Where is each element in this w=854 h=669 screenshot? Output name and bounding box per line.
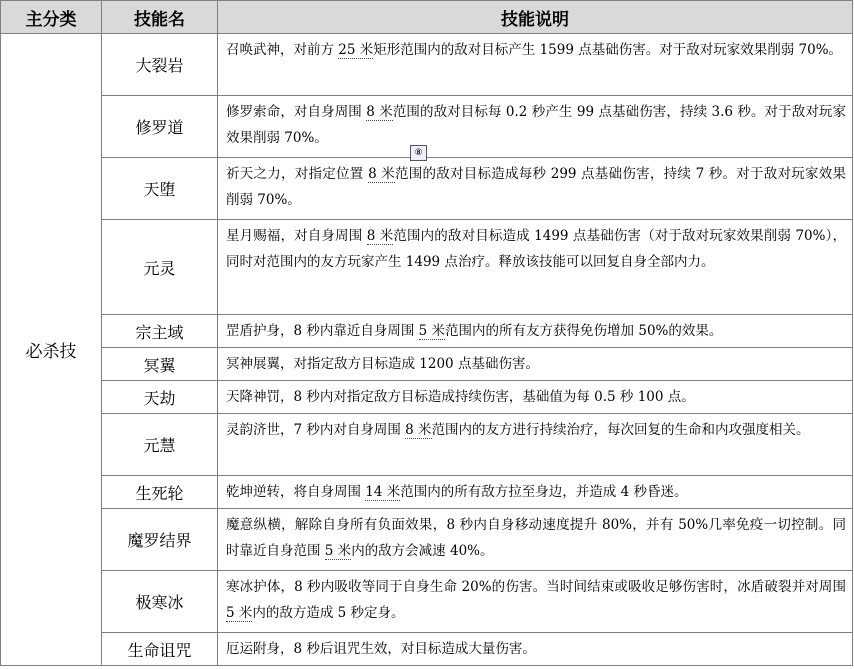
skill-description-cell <box>218 315 853 348</box>
header-description: 技能说明 <box>218 1 853 34</box>
skill-description-cell <box>218 414 853 476</box>
desc-range: 5 米 <box>226 605 253 621</box>
skill-name-cell: 元灵 <box>102 220 218 315</box>
desc-text-after: 范围内的所有敌方拉至身边，并造成 4 秒昏迷。 <box>400 484 688 500</box>
desc-text-before: 乾坤逆转，将自身周围 <box>226 484 366 500</box>
desc-range: 14 米 <box>365 484 401 500</box>
header-skill-name: 技能名 <box>102 1 218 34</box>
table-row <box>1 509 853 571</box>
desc-range: 5 米 <box>418 323 446 339</box>
table-row <box>1 414 853 476</box>
skill-name-cell: 冥翼 <box>102 348 218 381</box>
category-cell: 必杀技 <box>1 34 102 666</box>
skill-description-cell <box>218 158 853 220</box>
skill-name-cell: 生死轮 <box>102 476 218 509</box>
desc-text-after: 内的敌方会减速 40%。 <box>351 543 494 559</box>
skill-description-cell <box>218 381 853 414</box>
desc-text-before: 冥神展翼，对指定敌方目标造成 1200 点基础伤害。 <box>226 356 539 372</box>
table-row <box>1 315 853 348</box>
skill-name-cell: 天堕 <box>102 158 218 220</box>
skill-description-cell <box>218 34 853 96</box>
desc-range: 25 米 <box>338 42 374 58</box>
desc-text-before: 寒冰护体，8 秒内吸收等同于自身生命 20%的伤害。当时间结束或吸收足够伤害时，冰盾破裂并对周围 <box>226 579 846 595</box>
desc-range: 8 米 <box>366 104 393 120</box>
desc-text-before: 罡盾护身，8 秒内靠近自身周围 <box>226 323 419 339</box>
desc-range: 5 米 <box>324 543 352 559</box>
desc-range: 8 米 <box>368 166 395 182</box>
table-row <box>1 34 853 96</box>
table-row <box>1 633 853 666</box>
skill-description-cell <box>218 96 853 158</box>
desc-text-after: 内的敌方造成 5 秒定身。 <box>252 605 405 621</box>
table-row <box>1 571 853 633</box>
skill-description-cell <box>218 571 853 633</box>
skill-name-cell: 天劫 <box>102 381 218 414</box>
skill-name-cell: 生命诅咒 <box>102 633 218 666</box>
desc-text-before: 魔意纵横，解除自身所有负面效果，8 秒内自身移动速度提升 80%，并有 50%几率免疫一切控制。同时靠近自身范围 <box>226 517 846 559</box>
desc-text-after: 范围的敌对目标造成每秒 299 点基础伤害，持续 7 秒。对于敌对玩家效果削弱 70%。 <box>226 166 846 208</box>
desc-text-after: 范围内的敌对目标造成 1499 点基础伤害（对于敌对玩家效果削弱 70%），同时对范围内的友方玩家产生 1499 点治疗。释放该技能可以回复自身全部内力。 <box>226 228 846 270</box>
desc-text-after: 范围内的友方进行持续治疗，每次回复的生命和内攻强度相关。 <box>431 422 810 438</box>
skill-description-cell <box>218 509 853 571</box>
table-row <box>1 381 853 414</box>
desc-text-before: 祈天之力，对指定位置 <box>226 166 369 182</box>
skill-name-cell: 极寒冰 <box>102 571 218 633</box>
desc-text-before: 修罗索命，对自身周围 <box>226 104 367 120</box>
skill-description-cell <box>218 476 853 509</box>
skill-name-cell: 大裂岩 <box>102 34 218 96</box>
desc-text-before: 厄运附身，8 秒后诅咒生效，对目标造成大量伤害。 <box>226 641 536 657</box>
desc-text-after: 范围的敌对目标每 0.2 秒产生 99 点基础伤害，持续 3.6 秒。对于敌对玩家效果削弱 70%。 <box>226 104 846 146</box>
table-row <box>1 348 853 381</box>
desc-text-after: 矩形范围内的敌对目标产生 1599 点基础伤害。对于敌对玩家效果削弱 70%。 <box>373 42 843 58</box>
desc-range: 8 米 <box>366 228 394 244</box>
desc-text-before: 星月赐福，对自身周围 <box>226 228 367 244</box>
table-row <box>1 476 853 509</box>
header-row <box>1 1 853 34</box>
desc-text-after: 范围内的所有友方获得免伤增加 50%的效果。 <box>445 323 723 339</box>
skill-description-cell <box>218 633 853 666</box>
skill-name-cell: 宗主域 <box>102 315 218 348</box>
skill-name-cell: 元慧 <box>102 414 218 476</box>
desc-text-before: 天降神罚，8 秒内对指定敌方目标造成持续伤害，基础值为每 0.5 秒 100 点。 <box>226 389 695 405</box>
desc-text-before: 召唤武神，对前方 <box>226 42 339 58</box>
skill-name-cell: 魔罗结界 <box>102 509 218 571</box>
table-row <box>1 220 853 315</box>
skill-name-cell: 修罗道 <box>102 96 218 158</box>
header-category: 主分类 <box>1 1 102 34</box>
table-body <box>1 34 853 666</box>
table-row <box>1 158 853 220</box>
skill-description-cell <box>218 348 853 381</box>
desc-range: 8 米 <box>405 422 432 438</box>
skill-description-cell <box>218 220 853 315</box>
desc-text-before: 灵韵济世，7 秒内对自身周围 <box>226 422 406 438</box>
annotation-marker: ⑧ <box>410 145 427 161</box>
